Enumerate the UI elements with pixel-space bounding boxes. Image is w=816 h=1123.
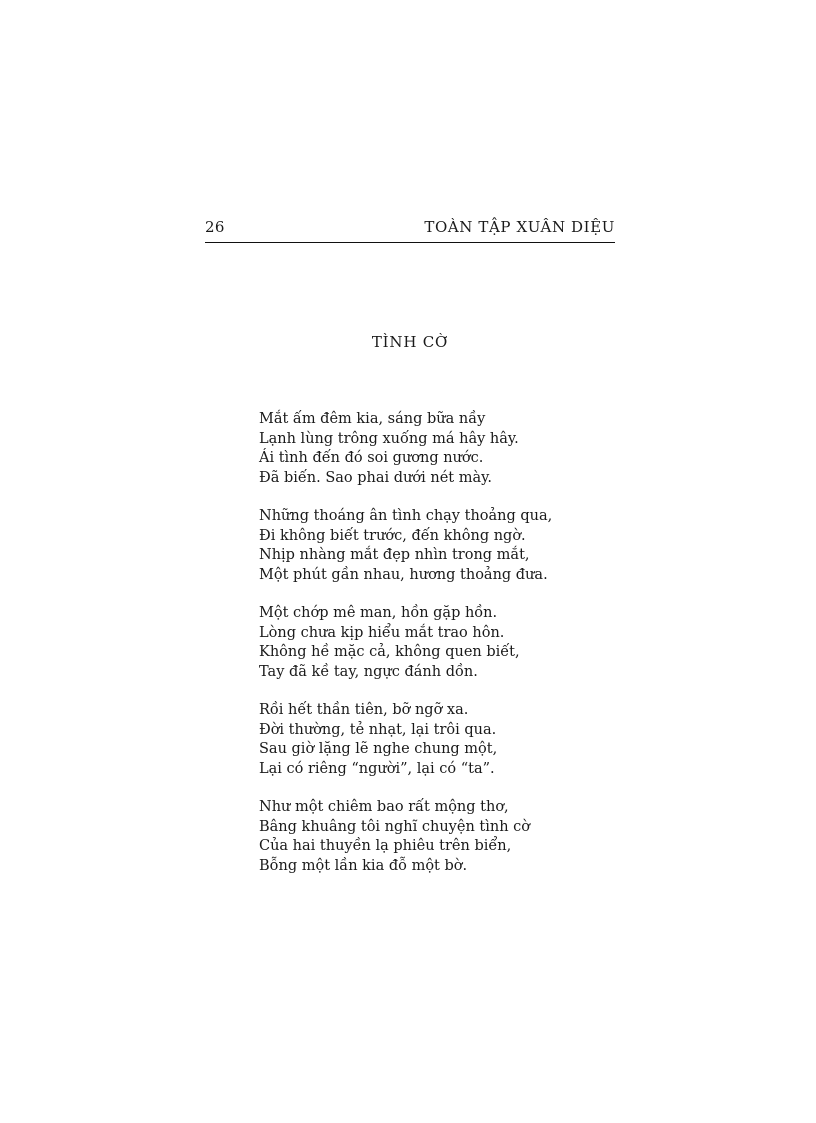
book-title: TOÀN TẬP XUÂN DIỆU <box>424 218 615 236</box>
page-number: 26 <box>205 218 225 236</box>
poem-line: Đi không biết trước, đến không ngờ. <box>259 527 526 544</box>
poem-line: Mắt ấm đêm kia, sáng bữa nầy <box>259 411 486 427</box>
stanza-2 <box>259 507 659 585</box>
poem-line: Đã biến. Sao phai dưới nét mày. <box>259 469 493 486</box>
stanza-3 <box>259 604 659 682</box>
poem-line: Tay đã kề tay, ngực đánh dồn. <box>259 663 478 680</box>
poem-line: Ái tình đến đó soi gương nước. <box>259 450 484 466</box>
poem-line: Bâng khuâng tôi nghĩ chuyện tình cờ <box>259 818 530 835</box>
poem-line: Không hề mặc cả, không quen biết, <box>259 644 520 660</box>
poem-line: Một chớp mê man, hồn gặp hồn. <box>259 605 498 621</box>
poem-line: Rồi hết thần tiên, bỡ ngỡ xa. <box>259 702 469 718</box>
poem-line: Nhịp nhàng mắt đẹp nhìn trong mắt, <box>259 547 530 563</box>
stanza-4 <box>259 701 659 779</box>
poem-line: Một phút gần nhau, hương thoảng đưa. <box>259 566 548 583</box>
poem-line: Những thoáng ân tình chạy thoảng qua, <box>259 508 553 524</box>
running-header <box>205 214 615 243</box>
poem-line: Của hai thuyền lạ phiêu trên biển, <box>259 838 512 854</box>
poem-line: Lòng chưa kịp hiểu mắt trao hôn. <box>259 624 505 641</box>
poem-line: Lạnh lùng trông xuống má hây hây. <box>259 430 519 447</box>
poem-line: Đời thường, tẻ nhạt, lại trôi qua. <box>259 721 497 738</box>
poem-line: Bỗng một lần kia đỗ một bờ. <box>259 857 468 874</box>
poem-body <box>259 410 659 895</box>
stanza-5 <box>259 798 659 876</box>
stanza-1 <box>259 410 659 488</box>
poem-line: Sau giờ lặng lẽ nghe chung một, <box>259 741 498 757</box>
poem-title: TÌNH CỜ <box>371 333 449 351</box>
poem-line: Lại có riêng “người”, lại có “ta”. <box>259 760 495 777</box>
poem-line: Như một chiêm bao rất mộng thơ, <box>259 799 509 815</box>
